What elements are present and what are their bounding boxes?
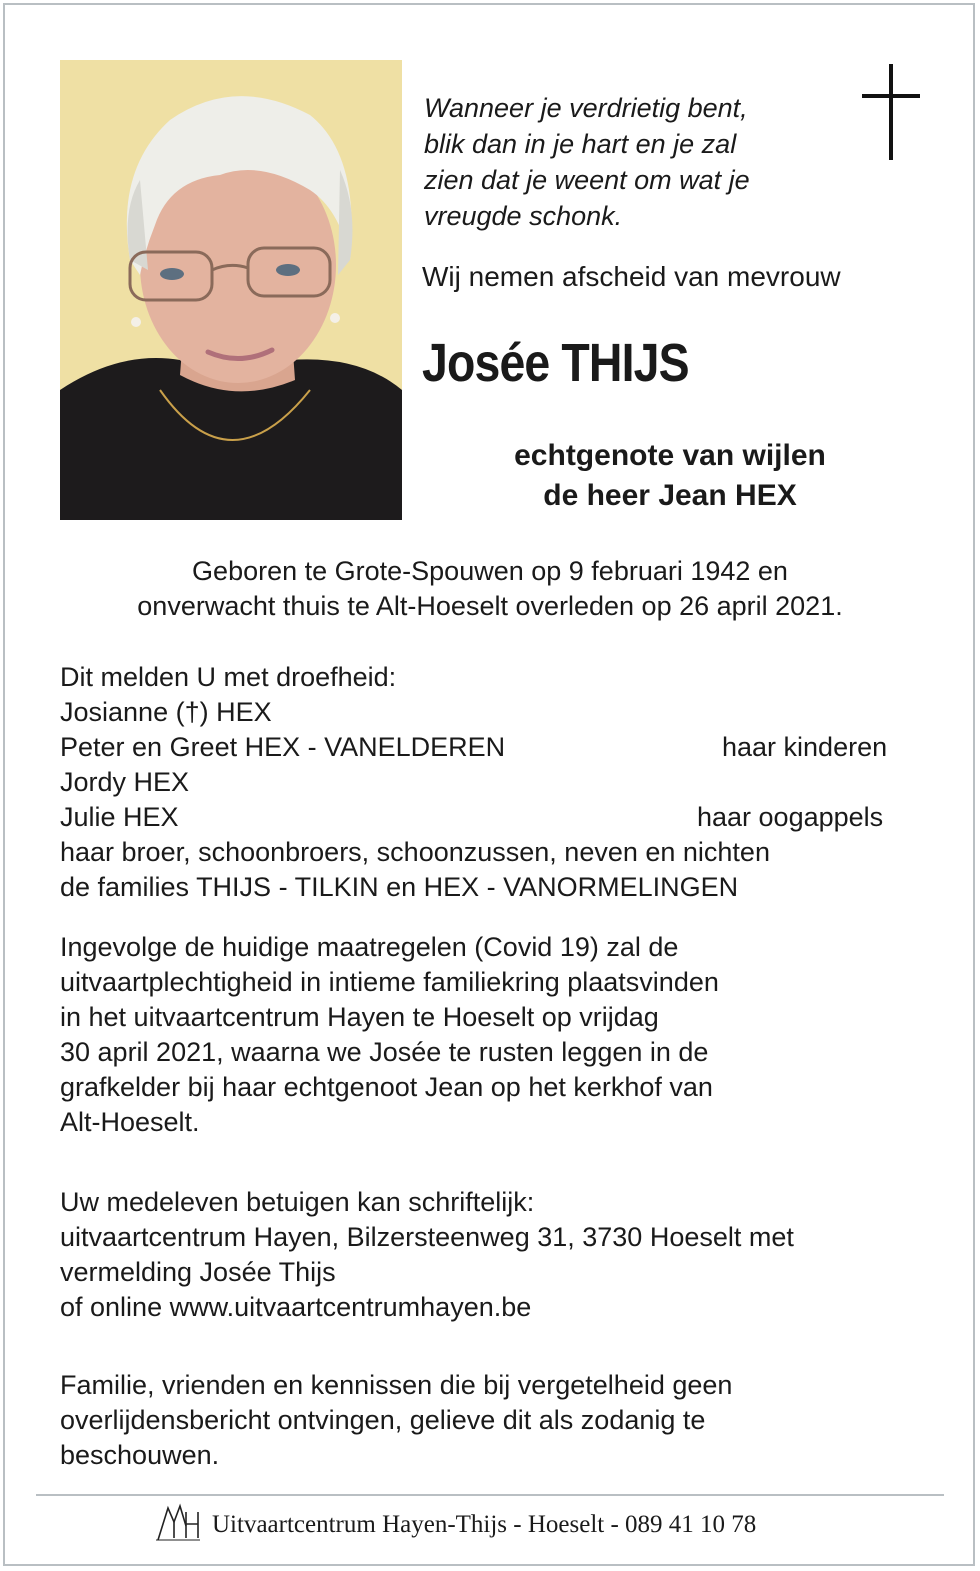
ceremony-line: Ingevolge de huidige maatregelen (Covid 19) zal de (60, 932, 679, 962)
notice-line: overlijdensbericht ontvingen, gelieve dit als zodanig te (60, 1405, 706, 1435)
portrait-illustration (60, 60, 402, 520)
family-member: Julie HEX (60, 802, 179, 832)
ceremony-line: Alt-Hoeselt. (60, 1107, 200, 1137)
birth-death-info (40, 554, 940, 624)
family-row (60, 870, 920, 905)
ceremony-line: uitvaartplechtigheid in intieme familiekring plaatsvinden (60, 967, 719, 997)
deceased-name: Josée THIJS (422, 333, 689, 393)
family-member: Jordy HEX (60, 767, 190, 797)
condolences-line: of online www.uitvaartcentrumhayen.be (60, 1292, 532, 1322)
family-row (60, 835, 920, 870)
condolences-paragraph (60, 1185, 930, 1325)
family-row (60, 730, 920, 765)
spouse-line: echtgenote van wijlen (514, 439, 826, 472)
family-member: Peter en Greet HEX - VANELDEREN (60, 732, 506, 762)
verse-line: Wanneer je verdrietig bent, (424, 93, 748, 123)
ceremony-line: in het uitvaartcentrum Hayen te Hoeselt op vrijdag (60, 1002, 659, 1032)
spouse-info (430, 436, 910, 516)
notice-line: beschouwen. (60, 1440, 220, 1470)
condolences-line: vermelding Josée Thijs (60, 1257, 336, 1287)
family-member: haar broer, schoonbroers, schoonzussen, neven en nichten (60, 837, 770, 867)
cross-icon (862, 64, 920, 160)
condolences-line: uitvaartcentrum Hayen, Bilzersteenweg 31, 3730 Hoeselt met (60, 1222, 794, 1252)
notice-line: Familie, vrienden en kennissen die bij vergetelheid geen (60, 1370, 733, 1400)
portrait-photo (60, 60, 402, 520)
birth-line: Geboren te Grote-Spouwen op 9 februari 1942 en (192, 556, 788, 586)
family-row (60, 800, 920, 835)
family-list (60, 660, 920, 905)
footer (150, 1500, 850, 1550)
family-intro: Dit melden U met droefheid: (60, 662, 397, 692)
family-role: haar oogappels (697, 802, 884, 832)
footer-divider (36, 1494, 944, 1496)
verse-line: blik dan in je hart en je zal (424, 129, 737, 159)
verse-line: zien dat je weent om wat je (424, 165, 750, 195)
footer-text: Uitvaartcentrum Hayen-Thijs - Hoeselt - 089 41 10 78 (212, 1511, 757, 1538)
verse-line: vreugde schonk. (424, 201, 623, 231)
memorial-verse (424, 90, 844, 234)
family-member: Josianne (†) HEX (60, 697, 272, 727)
family-member: de families THIJS - TILKIN en HEX - VANORMELINGEN (60, 872, 739, 902)
farewell-intro: Wij nemen afscheid van mevrouw (422, 261, 841, 292)
family-row (60, 765, 920, 800)
family-role: haar kinderen (722, 732, 888, 762)
ceremony-line: grafkelder bij haar echtgenoot Jean op het kerkhof van (60, 1072, 713, 1102)
funeral-home-logo-icon (154, 1502, 202, 1544)
condolences-line: Uw medeleven betuigen kan schriftelijk: (60, 1187, 535, 1217)
notice-paragraph (60, 1368, 930, 1473)
ceremony-line: 30 april 2021, waarna we Josée te rusten leggen in de (60, 1037, 709, 1067)
ceremony-paragraph (60, 930, 930, 1140)
family-row (60, 695, 920, 730)
spouse-line: de heer Jean HEX (543, 479, 797, 512)
death-line: onverwacht thuis te Alt-Hoeselt overleden op 26 april 2021. (137, 591, 843, 621)
